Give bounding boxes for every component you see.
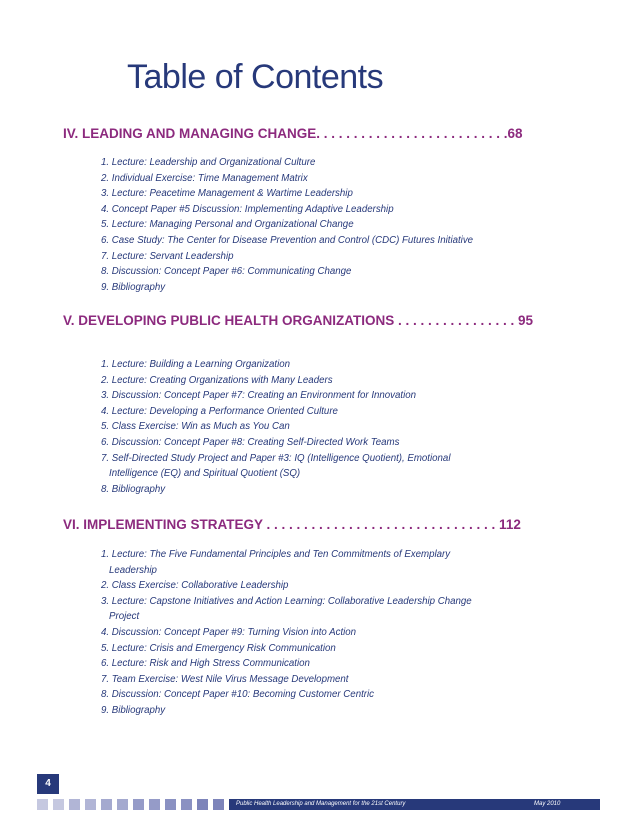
- footer-square: [181, 799, 192, 810]
- toc-item[interactable]: 9. Bibliography: [101, 704, 166, 716]
- toc-item[interactable]: 3. Lecture: Capstone Initiatives and Action Learning: Collaborative Leadership Change: [101, 595, 472, 607]
- footer-publication: Public Health Leadership and Management for the 21st Century: [236, 801, 406, 807]
- page-title: Table of Contents: [127, 58, 384, 96]
- toc-item[interactable]: 4. Concept Paper #5 Discussion: Implementing Adaptive Leadership: [101, 203, 394, 215]
- section-heading-iv[interactable]: IV. LEADING AND MANAGING CHANGE. . . . . . . . . . . . . . . . . . . . . . . . . .68: [63, 126, 523, 141]
- toc-item[interactable]: 1. Lecture: The Five Fundamental Principles and Ten Commitments of Exemplary: [101, 549, 451, 560]
- toc-item[interactable]: 3. Discussion: Concept Paper #7: Creating an Environment for Innovation: [101, 390, 417, 402]
- toc-item-continuation[interactable]: Project: [109, 611, 140, 623]
- section-iv-list: [101, 155, 473, 295]
- footer-square: [149, 799, 160, 810]
- toc-item[interactable]: 1. Lecture: Leadership and Organizational Culture: [101, 157, 316, 168]
- toc-item[interactable]: 8. Discussion: Concept Paper #6: Communicating Change: [101, 266, 352, 278]
- toc-item[interactable]: 4. Lecture: Developing a Performance Oriented Culture: [101, 405, 338, 417]
- toc-item[interactable]: 8. Discussion: Concept Paper #10: Becoming Customer Centric: [101, 689, 374, 701]
- toc-item[interactable]: 7. Lecture: Servant Leadership: [101, 250, 234, 262]
- footer-square: [133, 799, 144, 810]
- footer-square: [165, 799, 176, 810]
- footer-square: [101, 799, 112, 810]
- footer-square: [117, 799, 128, 810]
- section-heading-vi[interactable]: VI. IMPLEMENTING STRATEGY . . . . . . . . . . . . . . . . . . . . . . . . . . . . . . . 112: [63, 517, 521, 532]
- toc-item[interactable]: 2. Individual Exercise: Time Management Matrix: [101, 172, 308, 184]
- footer-square: [37, 799, 48, 810]
- footer-square: [85, 799, 96, 810]
- footer-square: [213, 799, 224, 810]
- toc-item[interactable]: 6. Case Study: The Center for Disease Prevention and Control (CDC) Futures Initiative: [101, 234, 474, 246]
- section-v-list: [101, 357, 450, 497]
- toc-item[interactable]: 5. Lecture: Crisis and Emergency Risk Communication: [101, 642, 336, 654]
- toc-item-continuation[interactable]: Leadership: [109, 564, 157, 576]
- toc-item[interactable]: 3. Lecture: Peacetime Management & Wartime Leadership: [101, 188, 353, 200]
- toc-item-continuation[interactable]: Intelligence (EQ) and Spiritual Quotient (SQ): [109, 468, 301, 480]
- footer-decoration: [37, 799, 224, 810]
- toc-item[interactable]: 2. Lecture: Creating Organizations with Many Leaders: [101, 374, 333, 386]
- toc-item[interactable]: 7. Self-Directed Study Project and Paper #3: IQ (Intelligence Quotient), Emotional: [101, 452, 451, 464]
- footer-square: [197, 799, 208, 810]
- toc-item[interactable]: 7. Team Exercise: West Nile Virus Message Development: [101, 673, 349, 685]
- toc-item[interactable]: 5. Class Exercise: Win as Much as You Can: [101, 421, 290, 433]
- footer-square: [69, 799, 80, 810]
- toc-item[interactable]: 4. Discussion: Concept Paper #9: Turning Vision into Action: [101, 626, 357, 638]
- footer-date: May 2010: [534, 801, 561, 807]
- toc-item[interactable]: 6. Discussion: Concept Paper #8: Creating Self-Directed Work Teams: [101, 436, 400, 448]
- toc-item[interactable]: 9. Bibliography: [101, 281, 166, 293]
- toc-item[interactable]: 5. Lecture: Managing Personal and Organizational Change: [101, 219, 354, 231]
- toc-item[interactable]: 1. Lecture: Building a Learning Organization: [101, 359, 291, 370]
- section-heading-v[interactable]: V. DEVELOPING PUBLIC HEALTH ORGANIZATIONS . . . . . . . . . . . . . . . . 95: [63, 313, 534, 328]
- footer-square: [53, 799, 64, 810]
- page-number: 4: [37, 774, 59, 794]
- toc-item[interactable]: 8. Bibliography: [101, 483, 166, 495]
- section-vi-list: [101, 547, 472, 719]
- toc-item[interactable]: 6. Lecture: Risk and High Stress Communication: [101, 658, 310, 670]
- toc-item[interactable]: 2. Class Exercise: Collaborative Leadership: [101, 580, 289, 592]
